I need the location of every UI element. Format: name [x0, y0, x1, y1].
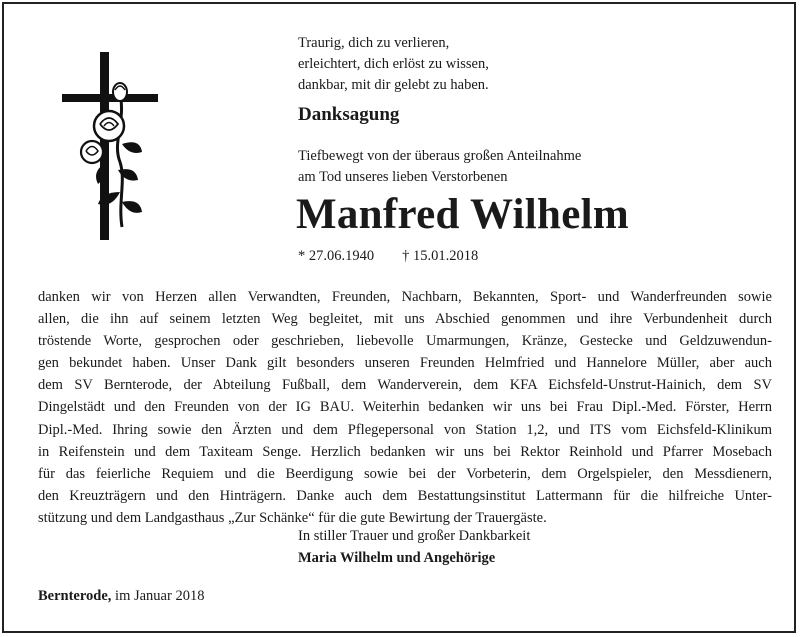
deceased-name: Manfred Wilhelm [296, 191, 629, 238]
intro-text [298, 146, 581, 188]
cross-with-roses-icon [62, 52, 162, 242]
death-date: † 15.01.2018 [402, 248, 479, 264]
intro-line: Tiefbewegt von der überaus großen Anteilnahme [298, 148, 582, 164]
signature: Maria Wilhelm und Angehörige [298, 550, 496, 566]
closing-block [298, 525, 530, 569]
paragraph-line: in Reifenstein und dem Taxiteam Senge. Herzlich bedanken wir uns bei Rektor Reinhold und Pfarrer Mosebach [38, 443, 772, 460]
quote-line: Traurig, dich zu verlieren, [298, 35, 450, 51]
paragraph-line: gen bekundet haben. Unser Dank gilt besonders unseren Freunden Helmfried und Hannelore Müller, aber auch [38, 355, 772, 372]
birth-date: * 27.06.1940 [298, 248, 375, 264]
paragraph-line: dem SV Bernterode, der Abteilung Fußball, dem Wanderverein, dem KFA Eichsfeld-Unstrut-Hainich, dem SV [38, 377, 772, 394]
paragraph-line: tröstende Worte, gesprochen oder geschrieben, liebevolle Umarmungen, Kränze, Gestecke und Geldzuwendun- [38, 333, 772, 350]
paragraph-line: allen, die ihn auf seinem letzten Weg begleitet, mit uns Abschied genommen und ihre Verbundenheit durch [38, 311, 772, 328]
paragraph-line: den Kreuzträgern und den Hinträgern. Danke auch dem Bestattungsinstitut Lattermann für die hilfreiche Unter- [38, 487, 772, 504]
notice-heading: Danksagung [298, 104, 400, 125]
intro-line: am Tod unseres lieben Verstorbenen [298, 169, 508, 185]
paragraph-line: Dipl.-Med. Ihring sowie den Ärzten und dem Pflegepersonal von Station 1,2, und ITS vom Eichsfeld-Klinikum [38, 421, 772, 438]
memorial-quote [298, 33, 489, 96]
place-date [38, 588, 204, 605]
life-dates [298, 248, 478, 265]
quote-line: dankbar, mit dir gelebt zu haben. [298, 77, 489, 93]
quote-line: erleichtert, dich erlöst zu wissen, [298, 56, 489, 72]
paragraph-line: Dingelstädt und den Freunden von der IG BAU. Weiterhin bedanken wir uns bei Frau Dipl.-Med. Förster, Herrn [38, 399, 772, 416]
place-name: Bernterode, [38, 588, 112, 604]
notice-date: im Januar 2018 [115, 588, 205, 604]
paragraph-line: für das feierliche Requiem und die Beerdigung sowie bei der Vorbeterin, dem Orgelspieler, den Messdienern, [38, 465, 772, 482]
thanks-paragraph [38, 286, 772, 529]
paragraph-line: stützung und dem Landgasthaus „Zur Schänke“ für die gute Bewirtung der Trauergäste. [38, 509, 547, 526]
closing-line: In stiller Trauer und großer Dankbarkeit [298, 528, 531, 544]
paragraph-line: danken wir von Herzen allen Verwandten, Freunden, Nachbarn, Bekannten, Sport- und Wanderfreunden sowie [38, 289, 772, 305]
